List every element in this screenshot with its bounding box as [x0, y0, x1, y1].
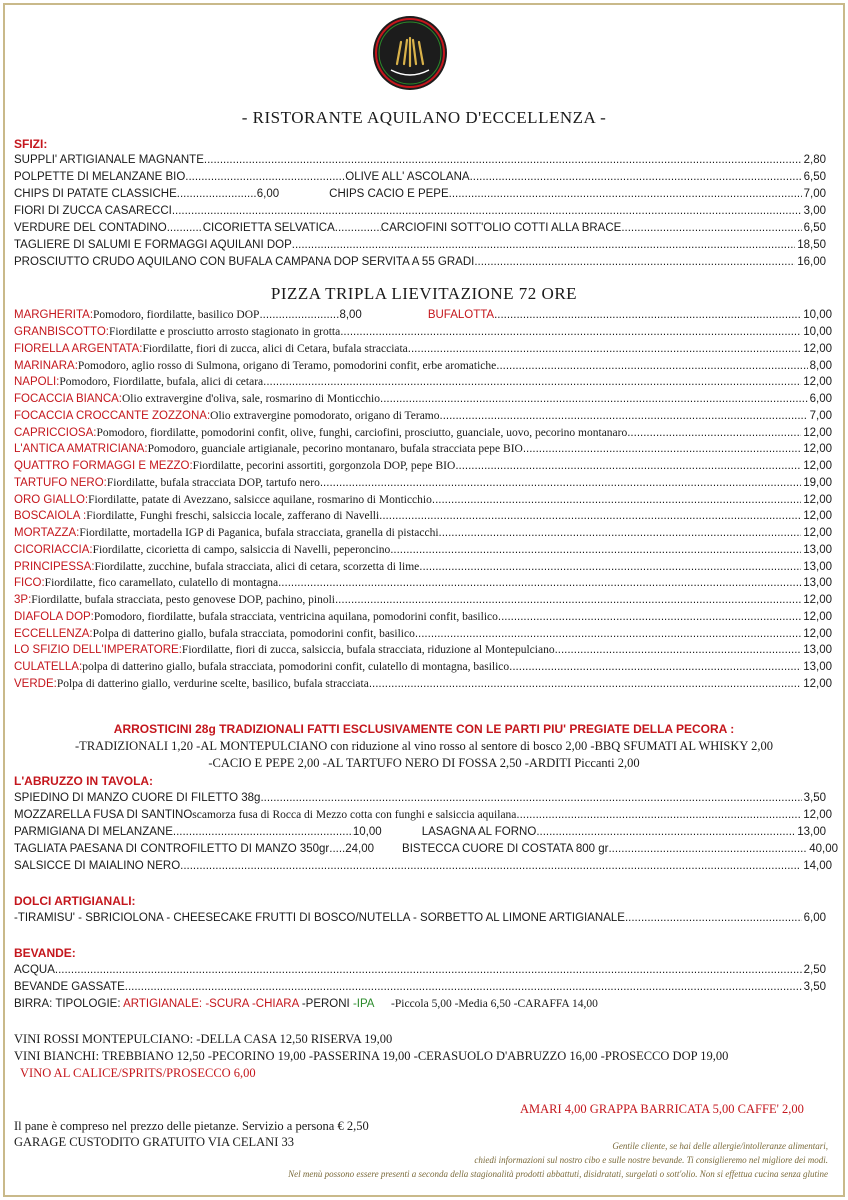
menu-row	[14, 980, 826, 994]
section-heading-dolci: DOLCI ARTIGIANALI:	[14, 894, 136, 908]
dish-ingredients: Fiordilatte, cicorietta di campo, salsiccia di Navelli, peperoncino	[92, 543, 391, 556]
menu-row	[14, 808, 832, 822]
bread-service-note: Il pane è compreso nel prezzo delle pietanze. Servizio a persona € 2,50	[14, 1119, 369, 1133]
menu-row	[14, 221, 826, 235]
drink-price: 3,50	[803, 981, 826, 993]
menu-row	[14, 442, 832, 456]
dish-name: MARINARA:	[14, 359, 78, 372]
menu-row	[14, 204, 826, 218]
dish-ingredients: Fiordilatte, Funghi freschi, salsiccia locale, zafferano di Navelli	[86, 510, 380, 523]
beer-row	[14, 997, 598, 1011]
drink-price: 2,50	[803, 964, 826, 976]
menu-row	[14, 238, 826, 252]
dish-price: 14,00	[803, 860, 832, 872]
dish-ingredients: Fiordilatte, fico caramellato, culatello di montagna	[44, 577, 279, 590]
dish-price: 6,00	[256, 188, 280, 200]
dish-name: ORO GIALLO:	[14, 493, 89, 506]
dish-name: LASAGNA AL FORNO	[421, 826, 537, 838]
arrosticini-heading: ARROSTICINI 28g TRADIZIONALI FATTI ESCLUSIVAMENTE CON LE PARTI PIU' PREGIATE DELLA PECORA :	[113, 722, 735, 736]
dish-name: SPIEDINO DI MANZO CUORE DI FILETTO 38g	[14, 792, 261, 804]
dish-ingredients: polpa di datterino giallo, bufala stracciata, pomodorini confit, culatello di montagna, basilico	[82, 661, 510, 673]
dish-name: FIORI DI ZUCCA CASARECCI	[14, 205, 172, 217]
dish-price: 13,00	[803, 560, 832, 573]
menu-row	[14, 459, 832, 473]
dish-name: BOSCAIOLA :	[14, 510, 87, 523]
dish-name: MARGHERITA:	[14, 309, 94, 321]
beer-peroni: -PERONI	[301, 998, 350, 1010]
dish-name: CICORIACCIA:	[14, 543, 93, 556]
wine-white: VINI BIANCHI: TREBBIANO 12,50 -PECORINO 19,00 -PASSERINA 19,00 -CERASUOLO D'ABRUZZO 16,00 -PROSECCO DOP 19,00	[14, 1049, 729, 1063]
dish-ingredients: Olio extravergine d'oliva, sale, rosmarino di Monticchio	[122, 393, 380, 405]
dish-ingredients: Pomodoro, aglio rosso di Sulmona, origano di Teramo, pomodorini confit, erbe aromatiche	[77, 359, 497, 372]
dish-ingredients: Fiordilatte, fiori di zucca, alici di Cetara, bufala stracciata	[142, 342, 408, 355]
allergy-note-2: chiedi informazioni sul nostro cibo e sulle nostre bevande. Ti consiglieremo nel migliore dei modi.	[474, 1155, 828, 1165]
dish-name: BUFALOTTA	[427, 309, 495, 321]
menu-row	[14, 153, 826, 167]
garage-note: GARAGE CUSTODITO GRATUITO VIA CELANI 33	[14, 1135, 294, 1149]
dish-name: CULATELLA:	[14, 661, 83, 673]
dish-price: 24,00	[345, 843, 375, 855]
dish-name: CHIPS CACIO E PEPE	[329, 188, 449, 200]
section-heading-bevande: BEVANDE:	[14, 946, 76, 960]
dish-ingredients: Pomodoro, guanciale artigianale, pecorino montanaro, bufala stracciata pepe BIO	[147, 443, 523, 456]
dish-name: QUATTRO FORMAGGI E MEZZO:	[14, 460, 193, 472]
drink-name: BEVANDE GASSATE	[14, 981, 125, 993]
dish-price: 13,00	[803, 577, 832, 590]
menu-row	[14, 859, 832, 873]
restaurant-logo	[371, 14, 449, 92]
dish-name: LO SFIZIO DELL'IMPERATORE:	[14, 644, 182, 657]
dish-name: CICORIETTA SELVATICA	[202, 222, 335, 234]
dish-ingredients: Fiordilatte, bufala stracciata DOP, tartufo nero	[106, 476, 320, 489]
dish-price: 12,00	[803, 342, 832, 355]
dish-price: 18,50	[797, 239, 826, 251]
beer-craft: ARTIGIANALE:	[123, 998, 203, 1010]
menu-row	[14, 842, 838, 856]
dish-ingredients: Fiordilatte, zucchine, bufala stracciata, alici di cetara, scorzetta di lime	[94, 560, 420, 573]
dessert-list: -TIRAMISU' - SBRICIOLONA - CHEESECAKE FRUTTI DI BOSCO/NUTELLA - SORBETTO AL LIMONE ARTIGIANALE	[14, 912, 625, 924]
dish-price: 2,80	[803, 154, 826, 166]
dish-name: NAPOLI:	[14, 376, 60, 389]
dish-price: 13,00	[803, 644, 832, 657]
dish-price: 12,00	[803, 627, 832, 640]
dish-name: TAGLIERE DI SALUMI E FORMAGGI AQUILANI DOP	[14, 239, 292, 251]
dish-price: 10,00	[803, 309, 832, 321]
dish-ingredients: Fiordilatte, fiori di zucca, salsiccia, bufala stracciata, riduzione al Montepulciano	[181, 644, 555, 657]
dish-price: 12,00	[803, 594, 832, 606]
dish-price: 12,00	[803, 610, 832, 623]
dish-ingredients: Fiordilatte, bufala stracciata, pesto genovese DOP, pachino, pinoli	[31, 594, 335, 606]
menu-row	[14, 187, 826, 201]
dish-name: MOZZARELLA FUSA DI SANTINO	[14, 809, 193, 821]
arrosticini-line-1: -TRADIZIONALI 1,20 -AL MONTEPULCIANO con riduzione al vino rosso al sentore di bosco 2,00 -BBQ SFUMATI AL WHISKY 2,00	[75, 739, 773, 753]
menu-row	[14, 426, 832, 440]
dish-name: BISTECCA CUORE DI COSTATA 800 gr	[402, 843, 609, 855]
menu-row	[14, 255, 826, 269]
dish-ingredients: Pomodoro, Fiordilatte, bufala, alici di cetara	[59, 376, 264, 389]
dish-price: 12,00	[803, 443, 832, 456]
beer-types: -SCURA -CHIARA	[205, 998, 299, 1010]
menu-row	[14, 911, 826, 925]
menu-row	[14, 543, 832, 557]
dish-ingredients: Olio extravergine pomodorato, origano di Teramo	[210, 409, 440, 422]
dish-name: VERDE:	[14, 677, 57, 690]
menu-row	[14, 627, 832, 641]
dish-price: 3,00	[803, 205, 826, 217]
allergy-note-3: Nel menù possono essere presenti a seconda della stagionalità prodotti abbattuti, disidratati, surgelati o sott'olio. Non si effettua cucina senza glutine	[288, 1169, 828, 1179]
menu-row	[14, 526, 832, 540]
menu-row	[14, 643, 832, 657]
menu-row	[14, 791, 826, 805]
arrosticini-line-2: -CACIO E PEPE 2,00 -AL TARTUFO NERO DI FOSSA 2,50 -ARDITI Piccanti 2,00	[208, 756, 640, 770]
menu-row	[14, 576, 832, 590]
dish-name: POLPETTE DI MELANZANE BIO	[14, 171, 186, 183]
wine-glass: VINO AL CALICE/SPRITS/PROSECCO 6,00	[20, 1066, 256, 1080]
dish-name: FOCACCIA CROCCANTE ZOZZONA:	[14, 409, 211, 422]
dish-price: 12,00	[803, 677, 832, 690]
menu-row	[14, 308, 832, 322]
dish-name: MORTAZZA:	[14, 527, 80, 539]
menu-row	[14, 375, 832, 389]
dish-name: SUPPLI' ARTIGIANALE MAGNANTE	[14, 154, 204, 166]
dish-price: 8,00	[809, 359, 832, 372]
dish-name: CHIPS DI PATATE CLASSICHE	[14, 188, 177, 200]
dish-price: 13,00	[797, 826, 826, 838]
dish-price: 12,00	[803, 809, 832, 821]
dish-name: DIAFOLA DOP:	[14, 610, 94, 623]
dish-name: GRANBISCOTTO:	[14, 326, 109, 338]
menu-row	[14, 660, 832, 674]
dish-price: 13,00	[803, 661, 832, 673]
dish-ingredients: Fiordilatte, pecorini assortiti, gorgonzola DOP, pepe BIO	[192, 460, 456, 472]
menu-row	[14, 593, 832, 607]
dish-ingredients: Pomodoro, fiordilatte, bufala stracciata, ventricina aquilana, pomodorini confit, basilico	[93, 610, 498, 623]
dish-name: FICO:	[14, 577, 45, 590]
dish-price: 12,00	[803, 426, 832, 439]
dish-price: 12,00	[803, 493, 832, 506]
dish-price: 12,00	[803, 376, 832, 389]
dish-name: ECCELLENZA:	[14, 627, 93, 640]
section-heading-abruzzo: L'ABRUZZO IN TAVOLA:	[14, 774, 154, 788]
dish-name: CARCIOFINI SOTT'OLIO COTTI ALLA BRACE	[380, 222, 622, 234]
section-heading-sfizi: SFIZI:	[14, 137, 48, 151]
dish-price: 13,00	[803, 543, 832, 556]
dish-ingredients: Pomodoro, fiordilatte, basilico DOP	[93, 309, 260, 321]
dish-name: OLIVE ALL' ASCOLANA	[345, 171, 470, 183]
dish-name: TARTUFO NERO:	[14, 476, 107, 489]
dish-price: 12,00	[803, 460, 832, 472]
menu-row	[14, 677, 832, 691]
menu-row	[14, 170, 826, 184]
dish-price: 6,00	[803, 912, 826, 924]
menu-row	[14, 509, 832, 523]
dish-ingredients: Fiordilatte, patate di Avezzano, salsicce aquilane, rosmarino di Monticchio	[88, 493, 432, 506]
beer-sizes: -Piccola 5,00 -Media 6,50 -CARAFFA 14,00	[391, 998, 598, 1010]
menu-row	[14, 963, 826, 977]
dish-price: 19,00	[803, 476, 832, 489]
drink-name: ACQUA	[14, 964, 55, 976]
dish-ingredients: Polpa di datterino giallo, bufala stracciata, pomodorini confit, basilico	[92, 627, 415, 640]
wine-red: VINI ROSSI MONTEPULCIANO: -DELLA CASA 12,50 RISERVA 19,00	[14, 1032, 393, 1046]
dish-price: 12,00	[803, 527, 832, 539]
dish-name: FOCACCIA BIANCA:	[14, 393, 122, 405]
dish-price: 6,50	[803, 171, 826, 183]
menu-row	[14, 409, 832, 423]
menu-row	[14, 476, 832, 490]
dish-price: 3,50	[803, 792, 826, 804]
dish-price: 16,00	[797, 256, 826, 268]
dish-price: 10,00	[803, 326, 832, 338]
after-dinner-drinks: AMARI 4,00 GRAPPA BARRICATA 5,00 CAFFE' 2,00	[520, 1102, 804, 1116]
dish-price: 10,00	[352, 826, 382, 838]
section-heading-pizza: PIZZA TRIPLA LIEVITAZIONE 72 ORE	[270, 284, 578, 303]
dish-ingredients: scamorza fusa di Rocca di Mezzo cotta con funghi e salsiccia aquilana	[192, 809, 517, 821]
dish-price: 7,00	[803, 188, 826, 200]
dish-name: CAPRICCIOSA:	[14, 426, 97, 439]
beer-ipa: -IPA	[352, 998, 374, 1010]
dish-name: PROSCIUTTO CRUDO AQUILANO CON BUFALA CAMPANA DOP SERVITA A 55 GRADI	[14, 256, 475, 268]
menu-row	[14, 325, 832, 339]
dish-name: SALSICCE DI MAIALINO NERO	[14, 860, 181, 872]
menu-row	[14, 610, 832, 624]
menu-row	[14, 560, 832, 574]
dish-name: L'ANTICA AMATRICIANA:	[14, 443, 148, 456]
dish-name: FIORELLA ARGENTATA:	[14, 342, 143, 355]
dish-price: 6,00	[809, 393, 832, 405]
dish-name: VERDURE DEL CONTADINO	[14, 222, 167, 234]
menu-row	[14, 359, 832, 373]
dish-price: 6,50	[803, 222, 826, 234]
dish-ingredients: Polpa di datterino giallo, verdurine scelte, basilico, bufala stracciata	[56, 677, 369, 690]
dish-price: 7,00	[809, 409, 832, 422]
allergy-note-1: Gentile cliente, se hai delle allergie/intolleranze alimentari,	[612, 1141, 828, 1151]
dish-ingredients: Fiordilatte e prosciutto arrosto stagionato in grotta	[109, 326, 341, 338]
dish-name: PRINCIPESSA:	[14, 560, 95, 573]
dish-ingredients: Pomodoro, fiordilatte, pomodorini confit, olive, funghi, carciofini, prosciutto, guanciale, uovo, pecorino montanaro	[96, 426, 628, 439]
dish-name: PARMIGIANA DI MELANZANE	[14, 826, 173, 838]
dish-price: 8,00	[339, 309, 362, 321]
dish-name: 3P:	[14, 594, 32, 606]
dish-price: 40,00	[809, 843, 838, 855]
restaurant-title: - RISTORANTE AQUILANO D'ECCELLENZA -	[241, 108, 607, 127]
menu-row	[14, 392, 832, 406]
dish-price: 12,00	[803, 510, 832, 523]
dish-name: TAGLIATA PAESANA DI CONTROFILETTO DI MANZO 350gr	[14, 843, 330, 855]
menu-row	[14, 493, 832, 507]
menu-row	[14, 825, 826, 839]
menu-row	[14, 342, 832, 356]
beer-label: BIRRA: TIPOLOGIE:	[14, 998, 121, 1010]
dish-ingredients: Fiordilatte, mortadella IGP di Paganica, bufala stracciata, granella di pistacchi	[79, 527, 439, 539]
